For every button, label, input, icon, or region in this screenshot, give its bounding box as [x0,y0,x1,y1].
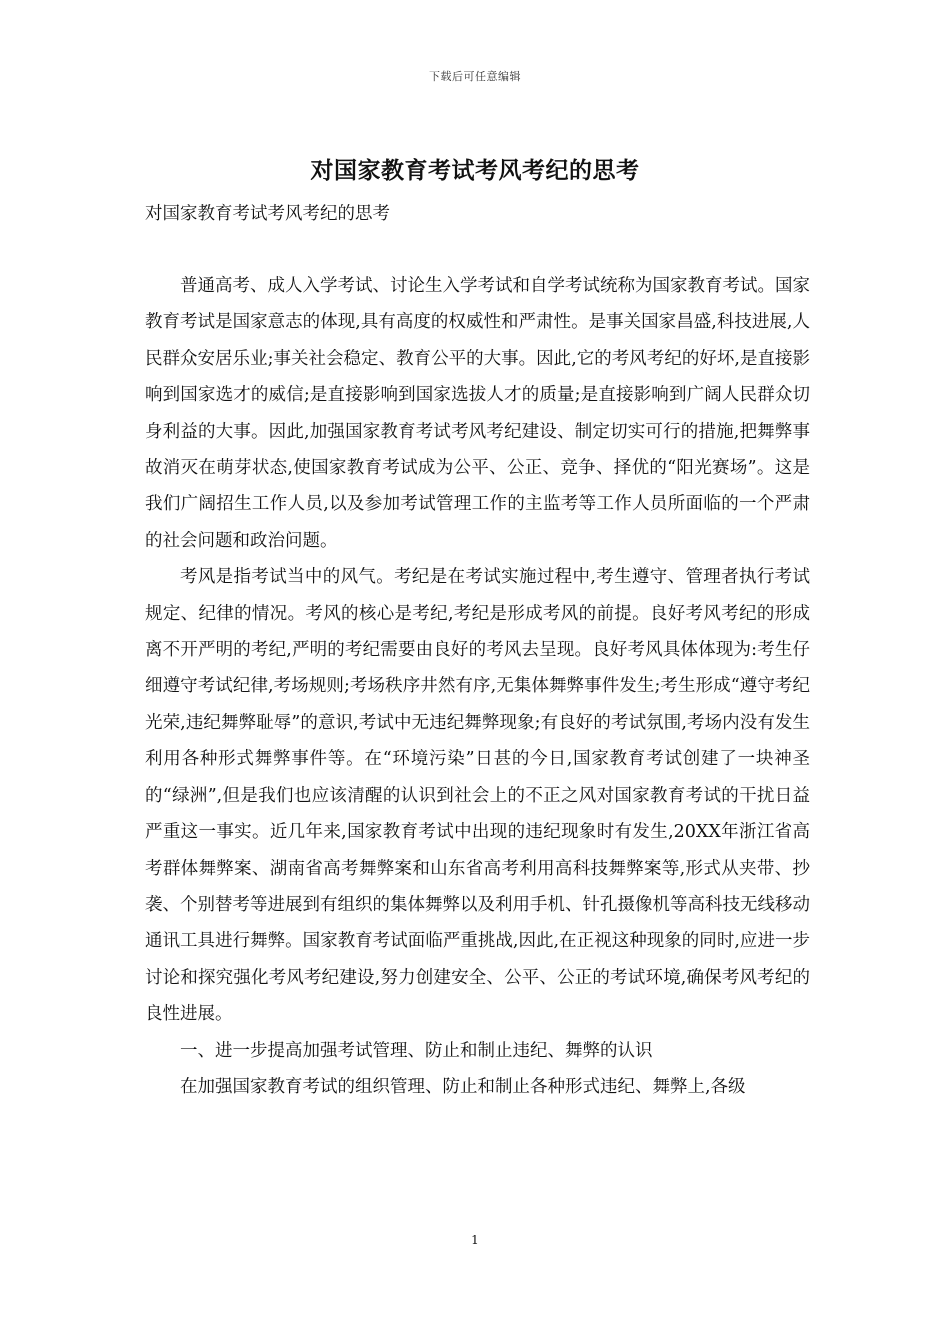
header-note: 下载后可任意编辑 [429,70,521,83]
paragraph-3: 在加强国家教育考试的组织管理、防止和制止各种形式违纪、舞弊上,各级 [180,1076,746,1097]
document-body [145,268,810,1105]
section-heading-1: 一、进一步提高加强考试管理、防止和制止违纪、舞弊的认识 [180,1040,653,1061]
document-title: 对国家教育考试考风考纪的思考 [310,157,640,184]
paragraph-1: 普通高考、成人入学考试、讨论生入学考试和自学考试统称为国家教育考试。国家教育考试是国家意志的体现,具有高度的权威性和严肃性。是事关国家昌盛,科技进展,人民群众安居乐业;事关社会稳定、教育公平的大事。因此,它的考风考纪的好坏,是直接影响到国家选才的威信;是直接影响到国家选拔人才的质量;是直接影响到广阔人民群众切身利益的大事。因此,加强国家教育考试考风考纪建设、制定切实可行的措施,把舞弊事故消灭在萌芽状态,使国家教育考试成为公平、公正、竞争、择优的“阳光赛场”。这是我们广阔招生工作人员,以及参加考试管理工作的主监考等工作人员所面临的一个严肃的社会问题和政治问题。 [145,276,810,551]
paragraph-2: 考风是指考试当中的风气。考纪是在考试实施过程中,考生遵守、管理者执行考试规定、纪律的情况。考风的核心是考纪,考纪是形成考风的前提。良好考风考纪的形成离不开严明的考纪,严明的考纪需要由良好的考风去呈现。良好考风具体体现为:考生仔细遵守考试纪律,考场规则;考场秩序井然有序,无集体舞弊事件发生;考生形成“遵守考纪光荣,违纪舞弊耻辱”的意识,考试中无违纪舞弊现象;有良好的考试氛围,考场内没有发生利用各种形式舞弊事件等。在“环境污染”日甚的今日,国家教育考试创建了一块神圣的“绿洲”,但是我们也应该清醒的认识到社会上的不正之风对国家教育考试的干扰日益严重这一事实。近几年来,国家教育考试中出现的违纪现象时有发生,20XX年浙江省高考群体舞弊案、湖南省高考舞弊案和山东省高考利用高科技舞弊案等,形式从夹带、抄袭、个别替考等进展到有组织的集体舞弊以及利用手机、针孔摄像机等高科技无线移动通讯工具进行舞弊。国家教育考试面临严重挑战,因此,在正视这种现象的同时,应进一步讨论和探究强化考风考纪建设,努力创建安全、公平、公正的考试环境,确保考风考纪的良性进展。 [145,567,810,1025]
document-subtitle: 对国家教育考试考风考纪的思考 [145,204,390,224]
page-number: 1 [471,1233,479,1247]
